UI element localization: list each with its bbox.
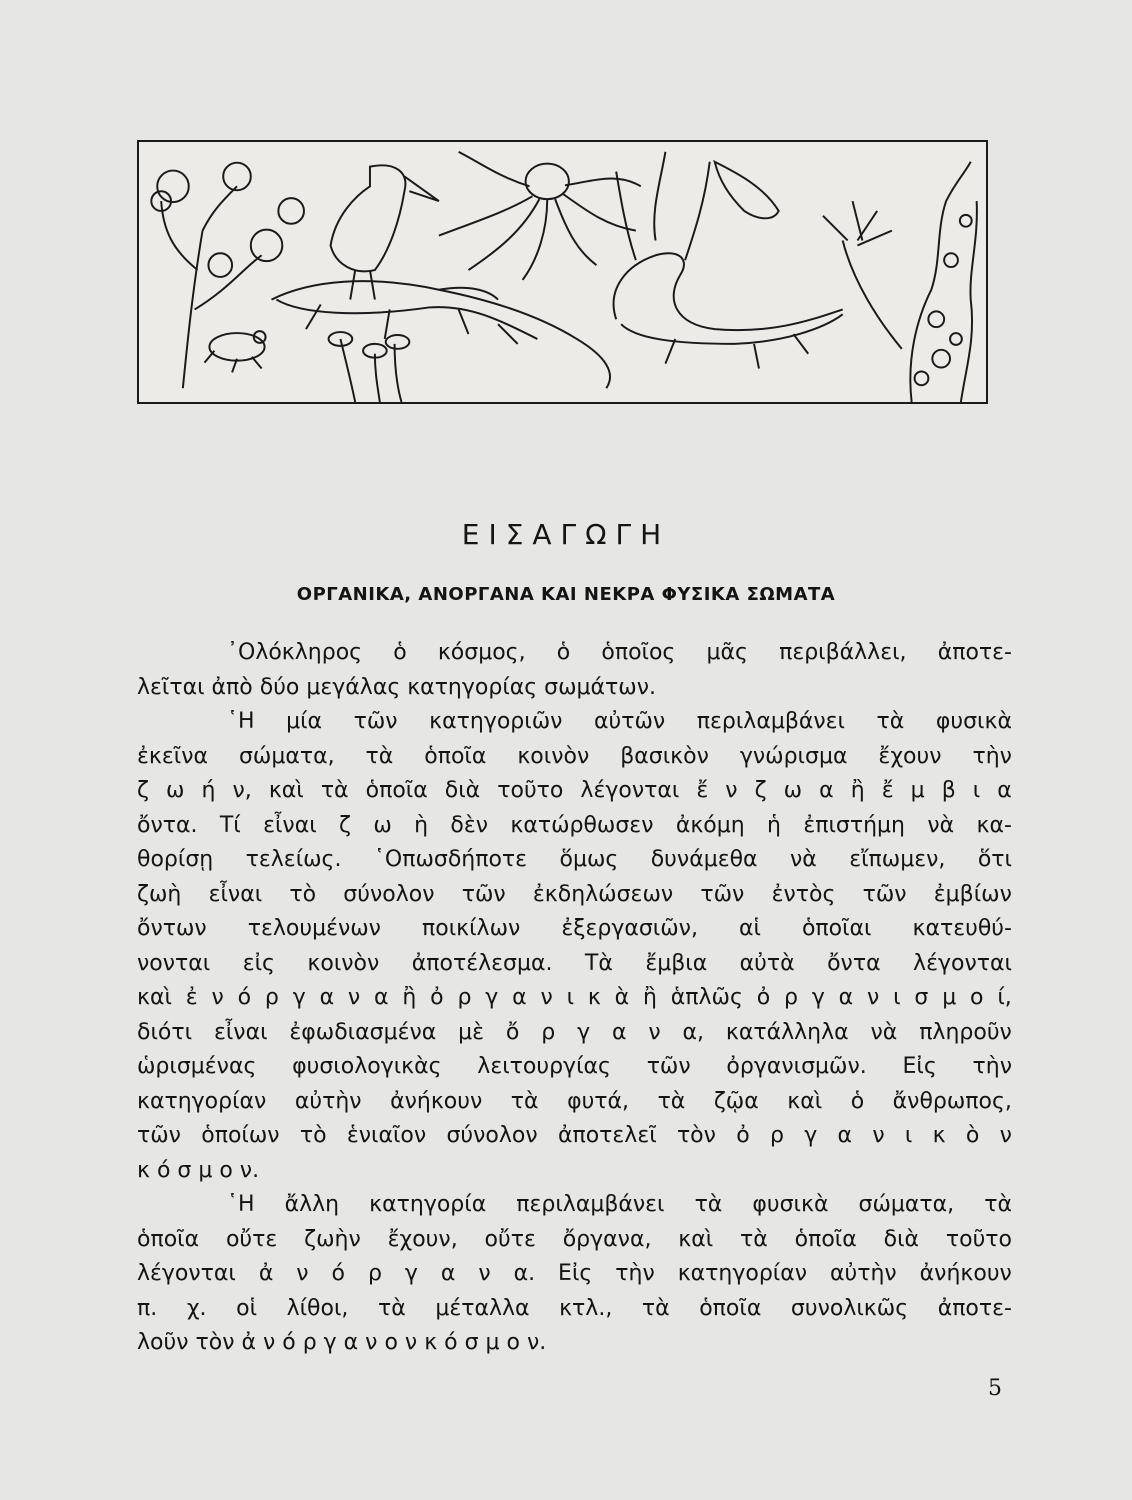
word: τῶν (461, 881, 506, 907)
word: τὰ (740, 1226, 768, 1252)
word: κατηγορία (369, 1192, 487, 1217)
word: Εἰς (558, 1261, 593, 1286)
word: τῶν (353, 709, 398, 734)
word: ἐφωδιασμένα (289, 1019, 437, 1045)
word: περιβάλλει, (779, 640, 907, 665)
word: ἢ (643, 985, 657, 1010)
word: ἔμβια (645, 950, 708, 976)
word: α. (513, 1261, 536, 1286)
word: ν (478, 1261, 491, 1286)
word: τελείως. (245, 847, 342, 872)
word: ὁποῖος (601, 640, 676, 665)
word: γ (577, 1019, 591, 1045)
word: ὅμως (559, 847, 619, 872)
word: ι (972, 778, 981, 803)
word: ω (373, 812, 392, 838)
word: ὁ (393, 640, 407, 665)
word: περιλαμβάνει (516, 1192, 665, 1217)
word: μὲ (458, 1019, 485, 1045)
word: λέγονται (580, 778, 680, 803)
text-line (137, 1154, 1012, 1189)
word: α (319, 985, 335, 1010)
word: ό (237, 985, 252, 1010)
word: ἐμβίων (933, 881, 1012, 907)
word: τὰ (365, 743, 394, 769)
text-line (137, 947, 1012, 982)
word: ἀποτελεῖ (557, 1123, 657, 1148)
word: ί, (997, 985, 1012, 1010)
word: ό (331, 1261, 346, 1286)
word: αἱ (738, 916, 761, 941)
word: τῶν (862, 881, 907, 907)
word: ἀποτε- (937, 640, 1012, 665)
word: ὄντα (827, 950, 881, 976)
word: ν (540, 985, 553, 1010)
word: ὰ (614, 985, 630, 1010)
word: καὶ (787, 1088, 823, 1114)
word: ἀποτέλεσμα. (411, 950, 553, 976)
word: ω (783, 778, 803, 803)
word: ή (201, 778, 216, 803)
word: τὰ (510, 1088, 539, 1114)
word: νὰ (870, 1019, 898, 1045)
word: ὀ (430, 985, 444, 1010)
word: ἄνθρωπος, (892, 1088, 1012, 1114)
word: περιλαμβάνει (696, 709, 845, 734)
text-line-content: κ ό σ μ ο ν. (137, 1157, 260, 1183)
word: ἀ (258, 1261, 274, 1286)
word: κατώρθωσεν (510, 812, 654, 838)
word: ὁποίων (201, 1123, 280, 1148)
text-line-content: λεῖται ἀπὸ δύο μεγάλας κατηγορίας σωμάτων. (137, 674, 656, 700)
word: τὴν (972, 1054, 1012, 1079)
word: ο (970, 985, 984, 1010)
word: ὁ (850, 1088, 865, 1114)
word: β (941, 778, 956, 803)
word: ὁποῖα (424, 743, 487, 769)
text-line (137, 1257, 1012, 1292)
word: ῾Η (227, 709, 255, 734)
word: διὰ (883, 1226, 920, 1252)
word: ν (296, 1261, 309, 1286)
word: ρ (769, 1123, 784, 1148)
word: ἐκεῖνα (137, 743, 208, 769)
text-line (137, 1119, 1012, 1154)
word: ρ (457, 985, 472, 1010)
word: π. (137, 1295, 158, 1321)
word: ν, (232, 778, 252, 803)
word: τὸν (676, 1123, 716, 1148)
word: α (837, 1123, 853, 1148)
word: ὁποῖα (794, 1226, 857, 1252)
word: τελουμένων (247, 916, 381, 941)
word: ρ (367, 1261, 382, 1286)
word: ὁποῖα (137, 1226, 200, 1252)
word: κατηγορίαν (677, 1261, 808, 1286)
word: ὸ (965, 1123, 980, 1148)
word: α (440, 1261, 456, 1286)
word: φυτά, (567, 1088, 630, 1114)
word: αὐτὴν (830, 1261, 897, 1286)
word: τὴν (615, 1261, 655, 1286)
word: ι (904, 1123, 913, 1148)
word: μᾶς (706, 640, 748, 665)
word: νὰ (789, 847, 817, 872)
word: τοῦτο (497, 778, 564, 803)
text-line (137, 1085, 1012, 1120)
word: α (611, 1019, 627, 1045)
word: καὶ (137, 985, 172, 1010)
nature-engraving-image (139, 142, 986, 402)
section-title: ΟΡΓΑΝΙΚΑ, ΑΝΟΡΓΑΝΑ ΚΑΙ ΝΕΚΡΑ ΦΥΣΙΚΑ ΣΩΜΑΤΑ (296, 584, 836, 605)
word: μ (910, 778, 925, 803)
word: κοινὸν (517, 743, 590, 769)
text-line (137, 1188, 1012, 1223)
word: κ (587, 985, 601, 1010)
text-line (137, 774, 1012, 809)
word: σ (914, 985, 929, 1010)
word: ζ (339, 812, 351, 838)
word: α, (682, 1019, 705, 1045)
word: ποικίλων (422, 916, 521, 941)
word: Εἰς (902, 1054, 937, 1079)
word: ἐ (185, 985, 198, 1010)
word: τὰ (657, 1088, 686, 1114)
word: ἐκδηλώσεων (532, 881, 674, 907)
word: ἔ (881, 778, 894, 803)
word: ὴ (414, 812, 429, 838)
word: κοινὸν (307, 950, 380, 976)
word: Τὰ (584, 950, 613, 976)
word: καὶ (678, 1226, 714, 1252)
text-line (137, 636, 1012, 671)
word: ζωὴ (137, 881, 182, 907)
word: ν (867, 985, 880, 1010)
word: φυσιολογικὰς (292, 1054, 442, 1079)
text-line (137, 1016, 1012, 1051)
word: ὀ (736, 1123, 750, 1148)
word: ᾿Ολόκληρος (227, 640, 363, 665)
word: λίθοι, (286, 1295, 349, 1321)
word: τοῦτο (945, 1226, 1012, 1252)
word: σύνολον (446, 1123, 538, 1148)
word: μέταλλα (435, 1295, 530, 1321)
word: ἐντὸς (771, 881, 836, 907)
word: ν (999, 1123, 1012, 1148)
word: ζωὴν (304, 1226, 361, 1252)
word: α (997, 778, 1012, 803)
word: εἴπωμεν, (849, 847, 946, 872)
word: εἰς (242, 950, 275, 976)
word: ἀνήκουν (390, 1088, 483, 1114)
header-illustration (137, 140, 988, 404)
word: ἢ (850, 778, 865, 803)
word: τῶν (137, 1123, 181, 1148)
word: συνολικῶς (790, 1295, 909, 1321)
word: οὔτε (484, 1226, 536, 1252)
word: ὁποῖα (365, 778, 428, 803)
word: ν (872, 1123, 885, 1148)
word: ρ (264, 985, 279, 1010)
word: νονται (137, 950, 211, 976)
word: εἶναι (263, 812, 317, 838)
word: μ (942, 985, 957, 1010)
text-line (137, 1292, 1012, 1327)
word: τὰ (984, 1192, 1012, 1217)
word: ὁποῖαι (801, 916, 872, 941)
word: κα- (976, 812, 1012, 838)
word: ν (347, 985, 361, 1010)
word: κατηγορίαν (137, 1088, 267, 1114)
word: ὡρισμένας (137, 1054, 257, 1079)
word: ὁ (556, 640, 571, 665)
text-line (137, 981, 1012, 1016)
word: τὸ (299, 1123, 327, 1148)
word: φυσικὰ (752, 1192, 829, 1217)
word: ὀργανισμῶν. (726, 1054, 867, 1079)
word: ἀκόμη (675, 812, 745, 838)
word: ἐξεργασιῶν, (561, 916, 698, 941)
word: καὶ (268, 778, 304, 803)
text-line-content: λοῦν τὸν ἀ ν ό ρ γ α ν ο ν κ ό σ μ ο ν. (137, 1330, 547, 1355)
page-number: 5 (988, 1376, 1002, 1401)
word: ἁπλῶς (670, 985, 743, 1010)
text-line (137, 705, 1012, 740)
word: φυσικὰ (935, 709, 1012, 734)
word: σύνολον (343, 881, 435, 907)
text-line (137, 912, 1012, 947)
word: εἶναι (208, 881, 263, 907)
word: οὔτε (225, 1226, 278, 1252)
word: ἔχουν (878, 743, 942, 769)
word: γνώρισμα (739, 743, 848, 769)
word: Τί (219, 812, 241, 838)
word: λέγονται (913, 950, 1012, 976)
word: αὐτὰ (739, 950, 795, 976)
text-line (137, 740, 1012, 775)
word: τὸ (289, 881, 317, 907)
word: γ (292, 985, 306, 1010)
text-line (137, 671, 1012, 706)
word: κ (932, 1123, 946, 1148)
word: πληροῦν (919, 1019, 1012, 1045)
text-line (137, 1326, 1012, 1361)
word: α (512, 985, 527, 1010)
word: γ (404, 1261, 418, 1286)
word: ἢ (402, 985, 417, 1010)
word: ρ (541, 1019, 556, 1045)
word: λέγονται (137, 1261, 236, 1286)
word: σώματα, (858, 1192, 955, 1217)
word: κατευθύ- (912, 916, 1012, 941)
word: οἱ (236, 1295, 258, 1321)
word: ὅτι (977, 847, 1012, 872)
word: α (838, 985, 854, 1010)
word: ἑνιαῖον (346, 1123, 427, 1148)
word: μία (286, 709, 323, 734)
word: τὰ (694, 1192, 723, 1217)
chapter-title: ΕΙΣΑΓΩΓΗ (461, 518, 671, 551)
word: ι (893, 985, 901, 1010)
word: εἶναι (213, 1019, 268, 1045)
word: τὰ (641, 1295, 670, 1321)
word: σώματα, (238, 743, 335, 769)
word: χ. (186, 1295, 207, 1321)
word: τῶν (646, 1054, 691, 1079)
word: δὲν (450, 812, 489, 838)
word: αὐτὴν (294, 1088, 362, 1114)
word: ῾Οπωσδήποτε (373, 847, 528, 872)
word: α (374, 985, 389, 1010)
text-line (137, 809, 1012, 844)
word: γ (485, 985, 499, 1010)
word: ω (166, 778, 185, 803)
word: ῾Η (227, 1192, 255, 1217)
word: βασικὸν (620, 743, 709, 769)
word: ἡ (767, 812, 781, 838)
word: ν (211, 985, 224, 1010)
word: τῶν (700, 881, 745, 907)
word: ἄλλη (284, 1192, 340, 1217)
word: ἐπιστήμη (803, 812, 905, 838)
word: ὄντων (137, 916, 207, 941)
word: τὰ (876, 709, 905, 734)
text-line (137, 1050, 1012, 1085)
word: τὰ (320, 778, 349, 803)
text-line (137, 843, 1012, 878)
word: ν (648, 1019, 661, 1045)
word: α (819, 778, 834, 803)
word: γ (804, 1123, 818, 1148)
word: ν (725, 778, 738, 803)
word: ὄ (505, 1019, 520, 1045)
word: γ (811, 985, 825, 1010)
word: ὄργανα, (562, 1226, 652, 1252)
word: ι (566, 985, 575, 1010)
word: ζῷα (713, 1088, 759, 1114)
word: κατηγοριῶν (429, 709, 563, 734)
word: διὰ (444, 778, 481, 803)
word: ζ (754, 778, 767, 803)
word: κτλ., (559, 1295, 613, 1321)
word: τὰ (378, 1295, 406, 1321)
text-line (137, 878, 1012, 913)
word: νὰ (927, 812, 955, 838)
word: ἔ (696, 778, 709, 803)
word: δυνάμεθα (650, 847, 758, 872)
word: ἔχουν, (387, 1226, 458, 1252)
word: θορίσῃ (137, 847, 214, 872)
word: ρ (784, 985, 798, 1010)
word: ἀποτε- (937, 1295, 1012, 1321)
word: διότι (137, 1019, 193, 1045)
word: ὁποῖα (699, 1295, 762, 1321)
word: κόσμος, (437, 640, 526, 665)
word: ζ (137, 778, 149, 803)
word: ἀνήκουν (919, 1261, 1012, 1286)
word: ὀ (756, 985, 771, 1010)
word: τὴν (972, 743, 1012, 769)
body-text (137, 636, 1012, 1361)
word: ὄντα. (137, 812, 198, 838)
word: κατάλληλα (725, 1019, 849, 1045)
word: λειτουργίας (477, 1054, 611, 1079)
text-line (137, 1223, 1012, 1258)
word: αὐτῶν (593, 709, 666, 734)
